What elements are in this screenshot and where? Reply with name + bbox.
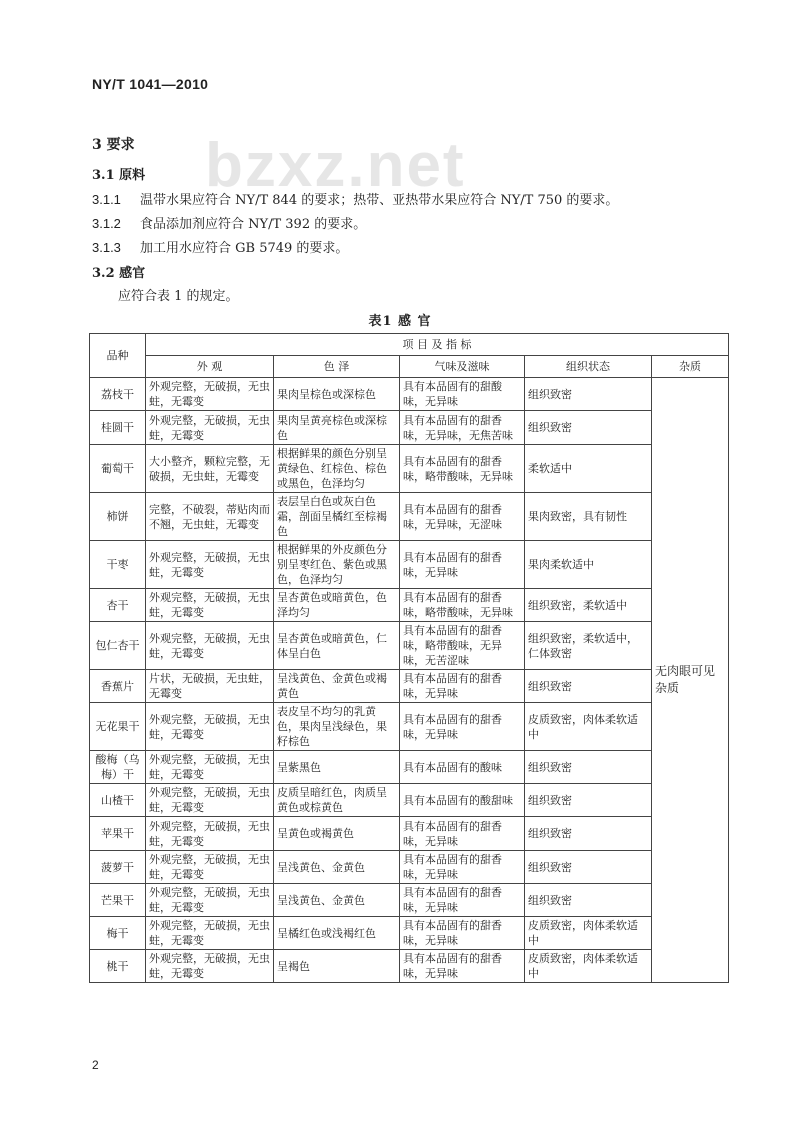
row-appearance: 大小整齐，颗粒完整，无破损，无虫蛀，无霉变	[146, 445, 274, 493]
row-kind: 柿饼	[90, 493, 146, 541]
subsection-raw-materials-title: 3.1 原料	[92, 168, 146, 183]
row-texture: 皮质致密，肉体柔软适中	[525, 950, 652, 983]
row-smell-taste: 具有本品固有的甜酸味，无异味	[400, 378, 525, 411]
header-impurity: 杂质	[652, 356, 729, 378]
row-impurity: 无肉眼可见杂质	[652, 378, 729, 983]
row-smell-taste: 具有本品固有的甜香味，无异味	[400, 817, 525, 851]
row-color: 表层呈白色或灰白色霜，剖面呈橘红至棕褐色	[274, 493, 400, 541]
row-kind: 葡萄干	[90, 445, 146, 493]
sensory-paragraph: 应符合表 1 的规定。	[118, 289, 239, 304]
row-color: 呈杏黄色或暗黄色，色泽均匀	[274, 589, 400, 622]
table-row	[90, 817, 729, 851]
header-smell-taste: 气味及滋味	[400, 356, 525, 378]
row-color: 呈杏黄色或暗黄色，仁体呈白色	[274, 622, 400, 670]
row-kind: 山楂干	[90, 784, 146, 817]
row-texture: 皮质致密，肉体柔软适中	[525, 917, 652, 950]
row-smell-taste: 具有本品固有的甜香味，无异味	[400, 917, 525, 950]
clause-number: 3.1.3	[92, 240, 121, 255]
row-appearance: 完整，不破裂，蒂贴肉而不翘，无虫蛀，无霉变	[146, 493, 274, 541]
clause-3-1-1	[92, 189, 618, 208]
row-smell-taste: 具有本品固有的甜香味，略带酸味，无异味	[400, 589, 525, 622]
table-row	[90, 541, 729, 589]
page-number: 2	[92, 1058, 99, 1072]
table-row	[90, 589, 729, 622]
row-kind: 苹果干	[90, 817, 146, 851]
row-color: 根据鲜果的颜色分别呈黄绿色、红棕色、棕色或黑色，色泽均匀	[274, 445, 400, 493]
subsection-sensory-title: 3.2 感官	[92, 266, 146, 281]
row-kind: 干枣	[90, 541, 146, 589]
row-kind: 无花果干	[90, 703, 146, 751]
row-appearance: 外观完整，无破损，无虫蛀，无霉变	[146, 378, 274, 411]
clause-3-1-2	[92, 213, 366, 232]
row-kind: 香蕉片	[90, 670, 146, 703]
row-color: 呈浅黄色、金黄色	[274, 851, 400, 884]
header-texture: 组织状态	[525, 356, 652, 378]
row-appearance: 外观完整，无破损，无虫蛀，无霉变	[146, 751, 274, 784]
table-row	[90, 411, 729, 445]
row-kind: 酸梅（乌梅）干	[90, 751, 146, 784]
row-texture: 柔软适中	[525, 445, 652, 493]
clause-number: 3.1.1	[92, 192, 121, 207]
row-kind: 桃干	[90, 950, 146, 983]
row-smell-taste: 具有本品固有的甜香味，无异味，无焦苦味	[400, 411, 525, 445]
row-appearance: 外观完整，无破损，无虫蛀，无霉变	[146, 589, 274, 622]
row-smell-taste: 具有本品固有的甜香味，略带酸味，无异味	[400, 445, 525, 493]
table-row	[90, 884, 729, 917]
row-color: 呈浅黄色、金黄色或褐黄色	[274, 670, 400, 703]
table-row	[90, 622, 729, 670]
table-row	[90, 445, 729, 493]
row-smell-taste: 具有本品固有的甜香味，无异味	[400, 851, 525, 884]
table-row	[90, 703, 729, 751]
header-appearance: 外 观	[146, 356, 274, 378]
row-texture: 组织致密	[525, 817, 652, 851]
row-texture: 组织致密，柔软适中，仁体致密	[525, 622, 652, 670]
row-appearance: 外观完整，无破损，无虫蛀，无霉变	[146, 703, 274, 751]
watermark: bzxz.net	[205, 131, 466, 200]
row-smell-taste: 具有本品固有的甜香味，无异味	[400, 670, 525, 703]
row-appearance: 外观完整，无破损，无虫蛀，无霉变	[146, 622, 274, 670]
row-texture: 皮质致密，肉体柔软适中	[525, 703, 652, 751]
table-row	[90, 670, 729, 703]
row-smell-taste: 具有本品固有的甜香味，无异味	[400, 884, 525, 917]
row-texture: 组织致密	[525, 670, 652, 703]
row-kind: 芒果干	[90, 884, 146, 917]
table-row	[90, 493, 729, 541]
section-title: 3 要求	[92, 137, 135, 153]
row-kind: 梅干	[90, 917, 146, 950]
table-header-row	[90, 334, 729, 356]
row-smell-taste: 具有本品固有的甜香味，无异味	[400, 541, 525, 589]
row-kind: 杏干	[90, 589, 146, 622]
header-kind: 品种	[90, 334, 146, 378]
row-color: 呈橘红色或浅褐红色	[274, 917, 400, 950]
row-appearance: 外观完整，无破损，无虫蛀，无霉变	[146, 817, 274, 851]
row-color: 呈浅黄色、金黄色	[274, 884, 400, 917]
row-texture: 组织致密	[525, 378, 652, 411]
row-kind: 菠萝干	[90, 851, 146, 884]
row-smell-taste: 具有本品固有的甜香味，略带酸味，无异味，无苦涩味	[400, 622, 525, 670]
table-row	[90, 751, 729, 784]
clause-text: 加工用水应符合 GB 5749 的要求。	[140, 241, 349, 256]
row-texture: 组织致密	[525, 411, 652, 445]
clause-number: 3.1.2	[92, 216, 121, 231]
row-kind: 桂圆干	[90, 411, 146, 445]
row-appearance: 外观完整，无破损，无虫蛀，无霉变	[146, 541, 274, 589]
row-color: 呈黄色或褐黄色	[274, 817, 400, 851]
sensory-table	[89, 333, 729, 983]
clause-text: 温带水果应符合 NY/T 844 的要求；热带、亚热带水果应符合 NY/T 750 的要求。	[140, 193, 619, 208]
table-caption: 表1 感 官	[368, 314, 432, 329]
row-color: 呈紫黑色	[274, 751, 400, 784]
row-smell-taste: 具有本品固有的酸甜味	[400, 784, 525, 817]
row-appearance: 外观完整，无破损，无虫蛀，无霉变	[146, 851, 274, 884]
standard-number: NY/T 1041—2010	[92, 76, 209, 92]
table-row	[90, 917, 729, 950]
row-color: 根据鲜果的外皮颜色分别呈枣红色、紫色或黑色，色泽均匀	[274, 541, 400, 589]
row-texture: 果肉柔软适中	[525, 541, 652, 589]
table-row	[90, 950, 729, 983]
table-row	[90, 851, 729, 884]
row-smell-taste: 具有本品固有的酸味	[400, 751, 525, 784]
row-kind: 荔枝干	[90, 378, 146, 411]
row-texture: 组织致密	[525, 784, 652, 817]
clause-3-1-3	[92, 237, 348, 256]
row-appearance: 外观完整，无破损，无虫蛀，无霉变	[146, 917, 274, 950]
clause-text: 食品添加剂应符合 NY/T 392 的要求。	[140, 217, 367, 232]
row-appearance: 外观完整，无破损，无虫蛀，无霉变	[146, 950, 274, 983]
row-texture: 组织致密	[525, 884, 652, 917]
table-row	[90, 378, 729, 411]
row-color: 果肉呈黄亮棕色或深棕色	[274, 411, 400, 445]
table-row	[90, 784, 729, 817]
row-appearance: 外观完整，无破损，无虫蛀，无霉变	[146, 884, 274, 917]
row-appearance: 外观完整，无破损，无虫蛀，无霉变	[146, 411, 274, 445]
row-smell-taste: 具有本品固有的甜香味，无异味	[400, 703, 525, 751]
header-group: 项 目 及 指 标	[146, 334, 729, 356]
row-appearance: 片状，无破损，无虫蛀，无霉变	[146, 670, 274, 703]
row-texture: 组织致密	[525, 751, 652, 784]
row-appearance: 外观完整，无破损，无虫蛀，无霉变	[146, 784, 274, 817]
row-color: 皮质呈暗红色，肉质呈黄色或棕黄色	[274, 784, 400, 817]
header-color: 色 泽	[274, 356, 400, 378]
row-color: 呈褐色	[274, 950, 400, 983]
table-body	[90, 378, 729, 983]
row-kind: 包仁杏干	[90, 622, 146, 670]
row-texture: 组织致密	[525, 851, 652, 884]
row-smell-taste: 具有本品固有的甜香味，无异味，无涩味	[400, 493, 525, 541]
row-texture: 组织致密，柔软适中	[525, 589, 652, 622]
row-color: 果肉呈棕色或深棕色	[274, 378, 400, 411]
table-subheader-row	[90, 356, 729, 378]
row-texture: 果肉致密，具有韧性	[525, 493, 652, 541]
row-smell-taste: 具有本品固有的甜香味，无异味	[400, 950, 525, 983]
row-color: 表皮呈不均匀的乳黄色，果肉呈浅绿色，果籽棕色	[274, 703, 400, 751]
